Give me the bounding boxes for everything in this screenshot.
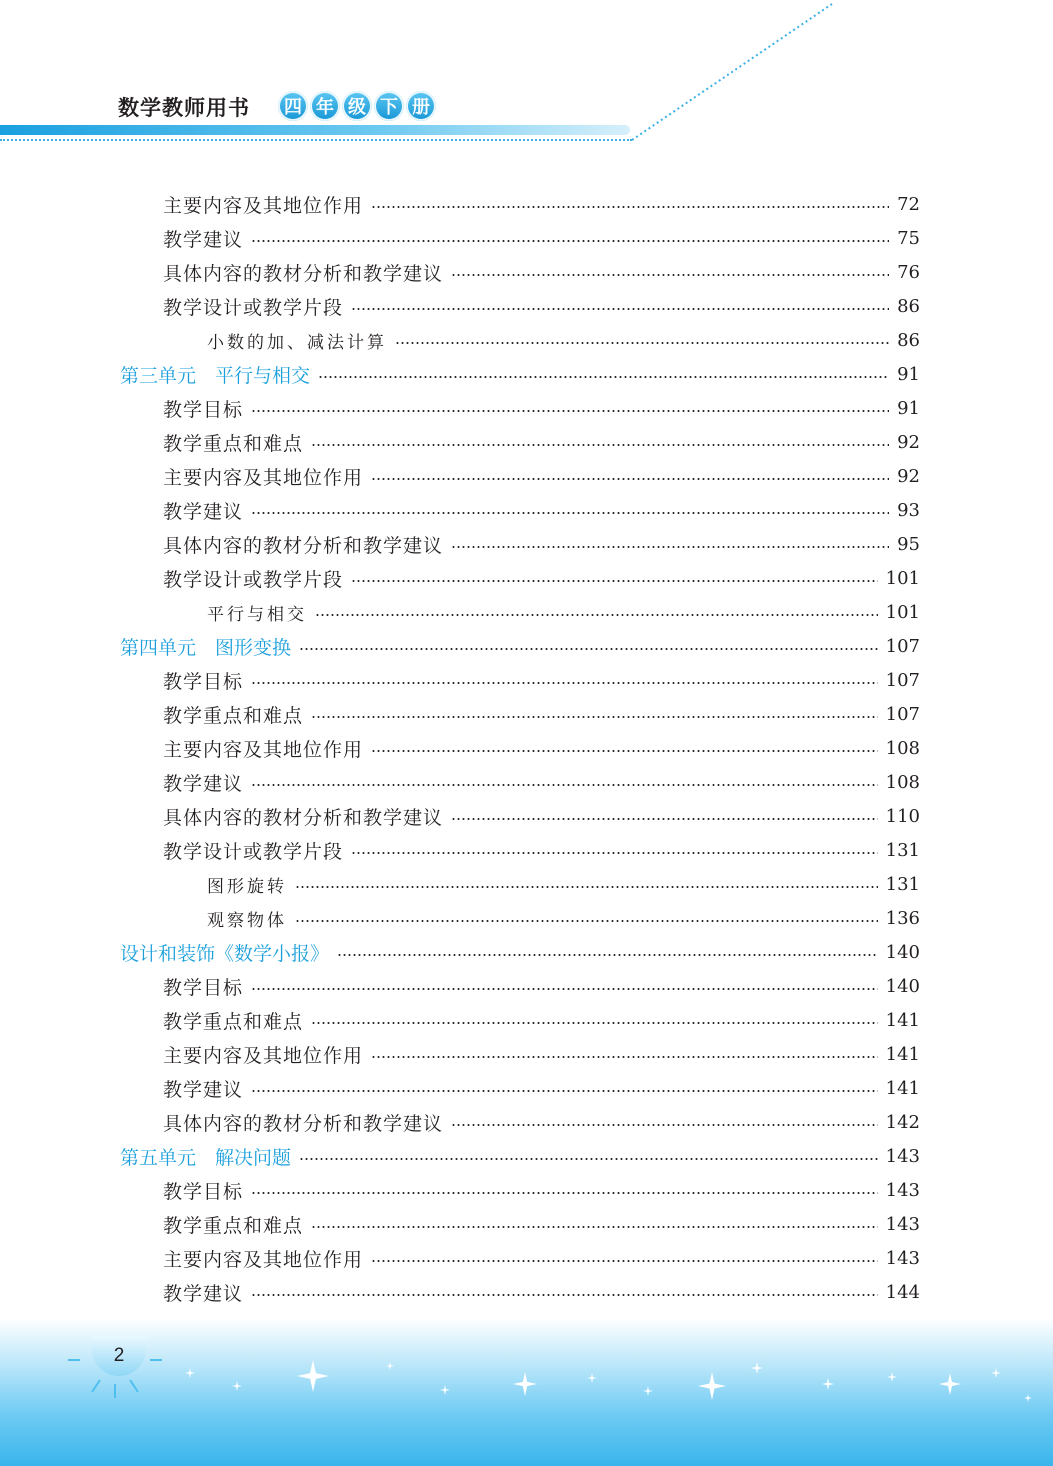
toc-entry-page: 101 bbox=[885, 601, 920, 623]
toc-entry-page: 140 bbox=[885, 975, 920, 997]
toc-entry[interactable] bbox=[207, 901, 920, 935]
sparkle-icon bbox=[939, 1373, 961, 1395]
toc-entry[interactable] bbox=[120, 1139, 920, 1173]
toc-entry-label: 小数的加、减法计算 bbox=[207, 332, 387, 353]
toc-entry[interactable] bbox=[207, 595, 920, 629]
toc-entry-page: 75 bbox=[897, 227, 920, 249]
toc-entry-label: 具体内容的教材分析和教学建议 bbox=[163, 806, 444, 829]
toc-entry-label: 教学重点和难点 bbox=[163, 1010, 304, 1033]
toc-leader-dots bbox=[251, 512, 889, 514]
toc-entry-page: 140 bbox=[885, 941, 920, 963]
sparkle-icon bbox=[386, 1362, 394, 1370]
sparkle-icon bbox=[991, 1368, 1001, 1378]
grade-badges bbox=[278, 91, 436, 121]
footer-stars bbox=[0, 1318, 1053, 1466]
toc-entry-label: 教学重点和难点 bbox=[163, 1214, 304, 1237]
sparkle-icon bbox=[440, 1385, 450, 1395]
toc-entry[interactable] bbox=[120, 629, 920, 663]
toc-entry-label: 教学建议 bbox=[163, 500, 244, 523]
toc-leader-dots bbox=[299, 648, 878, 650]
toc-entry-label: 教学设计或教学片段 bbox=[163, 296, 344, 319]
toc-entry[interactable] bbox=[163, 1071, 920, 1105]
toc-leader-dots bbox=[351, 308, 889, 310]
toc-leader-dots bbox=[299, 1158, 878, 1160]
toc-entry[interactable] bbox=[163, 1241, 920, 1275]
toc-entry-page: 107 bbox=[885, 635, 920, 657]
toc-entry-label: 第三单元 平行与相交 bbox=[120, 364, 311, 387]
toc-leader-dots bbox=[251, 410, 889, 412]
toc-leader-dots bbox=[251, 988, 878, 990]
toc-leader-dots bbox=[295, 886, 878, 888]
sparkle-icon bbox=[887, 1372, 897, 1382]
toc-entry-page: 92 bbox=[897, 465, 920, 487]
toc-leader-dots bbox=[251, 1090, 878, 1092]
toc-entry-page: 131 bbox=[885, 839, 920, 861]
toc-leader-dots bbox=[251, 1192, 878, 1194]
toc-entry-page: 143 bbox=[885, 1179, 920, 1201]
toc-entry[interactable] bbox=[163, 765, 920, 799]
toc-leader-dots bbox=[451, 1124, 878, 1126]
badge-ray bbox=[92, 1380, 100, 1392]
toc-entry[interactable] bbox=[163, 833, 920, 867]
page-number: 2 bbox=[92, 1336, 146, 1376]
toc-leader-dots bbox=[351, 580, 878, 582]
toc-entry-label: 主要内容及其地位作用 bbox=[163, 1044, 364, 1067]
toc-entry[interactable] bbox=[207, 867, 920, 901]
toc-entry-label: 具体内容的教材分析和教学建议 bbox=[163, 262, 444, 285]
toc-entry[interactable] bbox=[207, 323, 920, 357]
toc-entry-page: 136 bbox=[885, 907, 920, 929]
toc-entry[interactable] bbox=[163, 493, 920, 527]
toc-entry[interactable] bbox=[163, 1105, 920, 1139]
toc-entry[interactable] bbox=[163, 391, 920, 425]
page-header bbox=[0, 0, 1053, 150]
toc-entry-page: 141 bbox=[885, 1009, 920, 1031]
toc-leader-dots bbox=[451, 546, 889, 548]
book-title: 数学教师用书 bbox=[118, 95, 250, 120]
toc-entry-page: 143 bbox=[885, 1213, 920, 1235]
toc-entry-label: 第四单元 图形变换 bbox=[120, 636, 292, 659]
toc-entry-label: 教学建议 bbox=[163, 1282, 244, 1305]
toc-entry[interactable] bbox=[163, 969, 920, 1003]
toc-leader-dots bbox=[451, 818, 878, 820]
toc-entry-page: 76 bbox=[897, 261, 920, 283]
toc-entry-page: 107 bbox=[885, 703, 920, 725]
toc-entry-page: 141 bbox=[885, 1077, 920, 1099]
toc-entry-page: 141 bbox=[885, 1043, 920, 1065]
grade-badge: 册 bbox=[406, 91, 436, 121]
sparkle-icon bbox=[587, 1373, 597, 1383]
toc-entry-label: 主要内容及其地位作用 bbox=[163, 194, 364, 217]
toc-entry[interactable] bbox=[163, 663, 920, 697]
toc-entry-page: 107 bbox=[885, 669, 920, 691]
toc-entry-page: 93 bbox=[897, 499, 920, 521]
toc-entry[interactable] bbox=[163, 425, 920, 459]
toc-leader-dots bbox=[315, 614, 878, 616]
toc-entry-label: 主要内容及其地位作用 bbox=[163, 466, 364, 489]
sparkle-icon bbox=[751, 1362, 763, 1374]
toc-entry-label: 主要内容及其地位作用 bbox=[163, 1248, 364, 1271]
toc-entry[interactable] bbox=[163, 527, 920, 561]
toc-entry-page: 131 bbox=[885, 873, 920, 895]
badge-ray bbox=[130, 1380, 138, 1392]
header-rule bbox=[0, 125, 630, 135]
toc-entry[interactable] bbox=[163, 1173, 920, 1207]
toc-entry-label: 观察物体 bbox=[207, 910, 287, 931]
toc-leader-dots bbox=[371, 750, 878, 752]
toc-leader-dots bbox=[251, 240, 889, 242]
toc-leader-dots bbox=[395, 342, 889, 344]
toc-entry-page: 91 bbox=[897, 397, 920, 419]
toc-entry-label: 教学目标 bbox=[163, 1180, 244, 1203]
toc-leader-dots bbox=[311, 716, 878, 718]
grade-badge: 年 bbox=[310, 91, 340, 121]
toc-entry-page: 108 bbox=[885, 771, 920, 793]
toc-entry-label: 具体内容的教材分析和教学建议 bbox=[163, 534, 444, 557]
toc-entry[interactable] bbox=[163, 289, 920, 323]
toc-leader-dots bbox=[337, 954, 878, 956]
toc-entry-page: 101 bbox=[885, 567, 920, 589]
sparkle-icon bbox=[1024, 1394, 1032, 1402]
toc-entry[interactable] bbox=[120, 935, 920, 969]
toc-leader-dots bbox=[351, 852, 878, 854]
toc-leader-dots bbox=[318, 376, 889, 378]
toc-leader-dots bbox=[371, 478, 889, 480]
toc-entry-page: 143 bbox=[885, 1247, 920, 1269]
toc-entry-label: 设计和装饰《数学小报》 bbox=[120, 942, 330, 965]
toc-leader-dots bbox=[251, 784, 878, 786]
toc-leader-dots bbox=[251, 1294, 878, 1296]
toc-entry[interactable] bbox=[163, 221, 920, 255]
toc-entry[interactable] bbox=[163, 1207, 920, 1241]
toc-entry-label: 教学重点和难点 bbox=[163, 704, 304, 727]
sparkle-icon bbox=[698, 1372, 726, 1400]
toc-leader-dots bbox=[251, 682, 878, 684]
toc-entry-page: 86 bbox=[897, 295, 920, 317]
toc-entry-label: 第五单元 解决问题 bbox=[120, 1146, 292, 1169]
toc-entry-label: 主要内容及其地位作用 bbox=[163, 738, 364, 761]
toc-entry-label: 教学建议 bbox=[163, 1078, 244, 1101]
toc-entry-page: 92 bbox=[897, 431, 920, 453]
toc-entry-label: 教学目标 bbox=[163, 670, 244, 693]
toc-entry-label: 教学目标 bbox=[163, 976, 244, 999]
sparkle-icon bbox=[513, 1372, 537, 1396]
grade-badge: 级 bbox=[342, 91, 372, 121]
toc-entry-label: 教学设计或教学片段 bbox=[163, 840, 344, 863]
toc-entry-label: 教学目标 bbox=[163, 398, 244, 421]
header-dotted-line bbox=[0, 139, 632, 141]
toc-leader-dots bbox=[451, 274, 889, 276]
toc-entry[interactable] bbox=[163, 1275, 920, 1309]
toc-leader-dots bbox=[371, 206, 889, 208]
toc-entry[interactable] bbox=[163, 697, 920, 731]
toc-leader-dots bbox=[311, 1022, 878, 1024]
toc-entry-page: 95 bbox=[897, 533, 920, 555]
toc-entry-page: 143 bbox=[885, 1145, 920, 1167]
toc-entry[interactable] bbox=[163, 459, 920, 493]
toc-entry-page: 108 bbox=[885, 737, 920, 759]
sparkle-icon bbox=[643, 1386, 653, 1396]
toc-entry-label: 平行与相交 bbox=[207, 604, 307, 625]
toc-entry-label: 教学重点和难点 bbox=[163, 432, 304, 455]
sparkle-icon bbox=[232, 1381, 242, 1391]
toc-entry[interactable] bbox=[163, 255, 920, 289]
toc-leader-dots bbox=[311, 444, 889, 446]
toc-entry-page: 91 bbox=[897, 363, 920, 385]
toc-entry[interactable] bbox=[163, 561, 920, 595]
toc-entry-page: 110 bbox=[885, 805, 920, 827]
toc-entry-label: 教学设计或教学片段 bbox=[163, 568, 344, 591]
toc-entry-label: 教学建议 bbox=[163, 772, 244, 795]
toc-entry-label: 具体内容的教材分析和教学建议 bbox=[163, 1112, 444, 1135]
toc-entry[interactable] bbox=[163, 1037, 920, 1071]
toc-entry-page: 142 bbox=[885, 1111, 920, 1133]
grade-badge: 下 bbox=[374, 91, 404, 121]
toc-entry[interactable] bbox=[120, 357, 920, 391]
toc-leader-dots bbox=[371, 1056, 878, 1058]
toc-entry[interactable] bbox=[163, 731, 920, 765]
grade-badge: 四 bbox=[278, 91, 308, 121]
toc-leader-dots bbox=[371, 1260, 878, 1262]
toc-leader-dots bbox=[311, 1226, 878, 1228]
sparkle-icon bbox=[822, 1378, 834, 1390]
toc-leader-dots bbox=[295, 920, 878, 922]
toc-entry-page: 86 bbox=[897, 329, 920, 351]
toc-entry-page: 144 bbox=[885, 1281, 920, 1303]
sparkle-icon bbox=[185, 1368, 195, 1378]
sparkle-icon bbox=[297, 1360, 329, 1392]
toc-entry-label: 图形旋转 bbox=[207, 876, 287, 897]
toc-entry[interactable] bbox=[163, 187, 920, 221]
toc-entry[interactable] bbox=[163, 1003, 920, 1037]
toc-entry-label: 教学建议 bbox=[163, 228, 244, 251]
toc-entry-page: 72 bbox=[897, 193, 920, 215]
toc-entry[interactable] bbox=[163, 799, 920, 833]
